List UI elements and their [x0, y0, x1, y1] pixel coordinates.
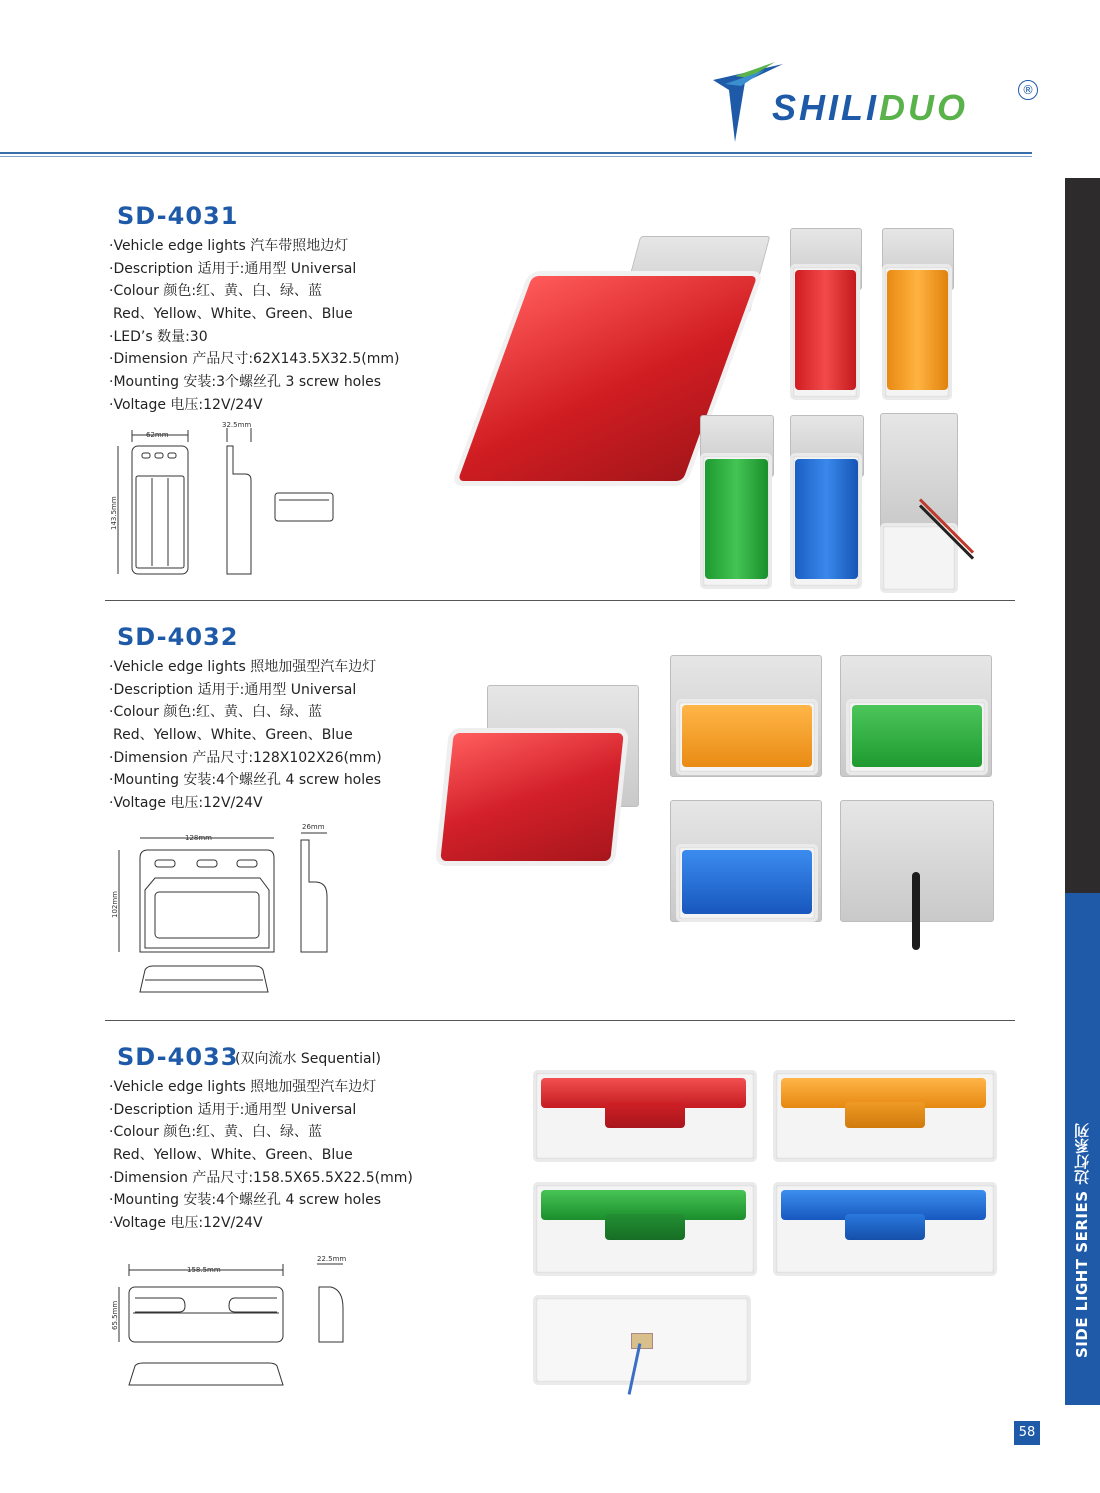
product-photo-back: [880, 413, 1000, 593]
dim-width-label: 62mm: [146, 431, 169, 439]
product-subtitle: (双向流水 Sequential): [235, 1051, 381, 1067]
page-number: 58: [1014, 1421, 1040, 1445]
spec-line: ·Description 适用于:通用型 Universal: [109, 1101, 357, 1118]
product-photo-blue: [773, 1182, 998, 1276]
technical-drawing: [105, 420, 355, 585]
spec-line: ·Description 适用于:通用型 Universal: [109, 260, 357, 277]
product-photo-back: [533, 1295, 758, 1395]
spec-line: ·Colour 颜色:红、黄、白、绿、蓝: [109, 1124, 323, 1141]
technical-drawing: [105, 820, 345, 995]
spec-line: ·Mounting 安装:4个螺丝孔 4 screw holes: [109, 1192, 382, 1209]
spec-line: ·Description 适用于:通用型 Universal: [109, 681, 357, 698]
dim-depth-label: 26mm: [302, 823, 325, 831]
product-specs: [109, 235, 399, 417]
product-photo-blue: [670, 800, 822, 924]
product-photo-blue: [790, 415, 864, 589]
spec-line: ·Vehicle edge lights 汽车带照地边灯: [109, 238, 349, 254]
product-title: SD-4033: [117, 1043, 239, 1071]
spec-line: ·Dimension 产品尺寸:158.5X65.5X22.5(mm): [109, 1169, 413, 1186]
spec-line: ·Dimension 产品尺寸:128X102X26(mm): [109, 749, 382, 766]
spec-line: ·Vehicle edge lights 照地加强型汽车边灯: [109, 659, 377, 675]
brand-logo-text: SHILIDUO: [772, 87, 969, 128]
spec-line: ·Voltage 电压:12V/24V: [109, 795, 263, 812]
spec-line: ·LED’s 数量:30: [109, 328, 208, 345]
section-divider: [105, 600, 1015, 601]
product-photo-green: [700, 415, 774, 589]
dim-height-label: 102mm: [111, 891, 119, 918]
section-divider: [105, 1020, 1015, 1021]
header-rule-thin: [0, 156, 1032, 157]
dim-width-label: 128mm: [185, 834, 212, 842]
dim-width-label: 158.5mm: [187, 1266, 221, 1274]
header-rule: [0, 152, 1032, 154]
product-specs: [109, 1076, 413, 1235]
product-title: SD-4032: [117, 623, 239, 651]
product-specs: [109, 656, 382, 815]
spec-line: Red、Yellow、White、Green、Blue: [113, 306, 353, 323]
spec-line: ·Voltage 电压:12V/24V: [109, 396, 263, 413]
product-photo-back: [840, 800, 995, 952]
dim-depth-label: 22.5mm: [317, 1255, 347, 1263]
spec-line: ·Mounting 安装:4个螺丝孔 4 screw holes: [109, 772, 382, 789]
spec-line: ·Voltage 电压:12V/24V: [109, 1215, 263, 1232]
product-photo-yellow: [670, 655, 822, 777]
product-photo-yellow: [773, 1070, 998, 1162]
side-tab-dark: [1065, 178, 1100, 893]
technical-drawing: [105, 1250, 355, 1390]
spec-line: Red、Yellow、White、Green、Blue: [113, 727, 353, 744]
product-photo-main: [442, 685, 642, 875]
spec-line: ·Vehicle edge lights 照地加强型汽车边灯: [109, 1079, 377, 1095]
product-photo-red: [533, 1070, 758, 1162]
product-photo-red: [790, 228, 862, 400]
spec-line: Red、Yellow、White、Green、Blue: [113, 1147, 353, 1164]
registered-mark: ®: [1018, 80, 1038, 100]
spec-line: ·Colour 颜色:红、黄、白、绿、蓝: [109, 704, 323, 721]
product-title: SD-4031: [117, 202, 239, 230]
product-photo-yellow: [882, 228, 954, 400]
side-tab-label: SIDE LIGHT SERIES 边灯系列: [1073, 1122, 1091, 1358]
spec-line: ·Mounting 安装:3个螺丝孔 3 screw holes: [109, 374, 382, 391]
spec-line: ·Dimension 产品尺寸:62X143.5X32.5(mm): [109, 351, 400, 368]
spec-line: ·Colour 颜色:红、黄、白、绿、蓝: [109, 283, 323, 300]
dim-height-label: 143.5mm: [110, 496, 118, 530]
product-photo-green: [840, 655, 992, 777]
product-photo-green: [533, 1182, 758, 1276]
dim-height-label: 65.5mm: [111, 1300, 119, 1330]
dim-depth-label: 32.5mm: [222, 421, 252, 429]
